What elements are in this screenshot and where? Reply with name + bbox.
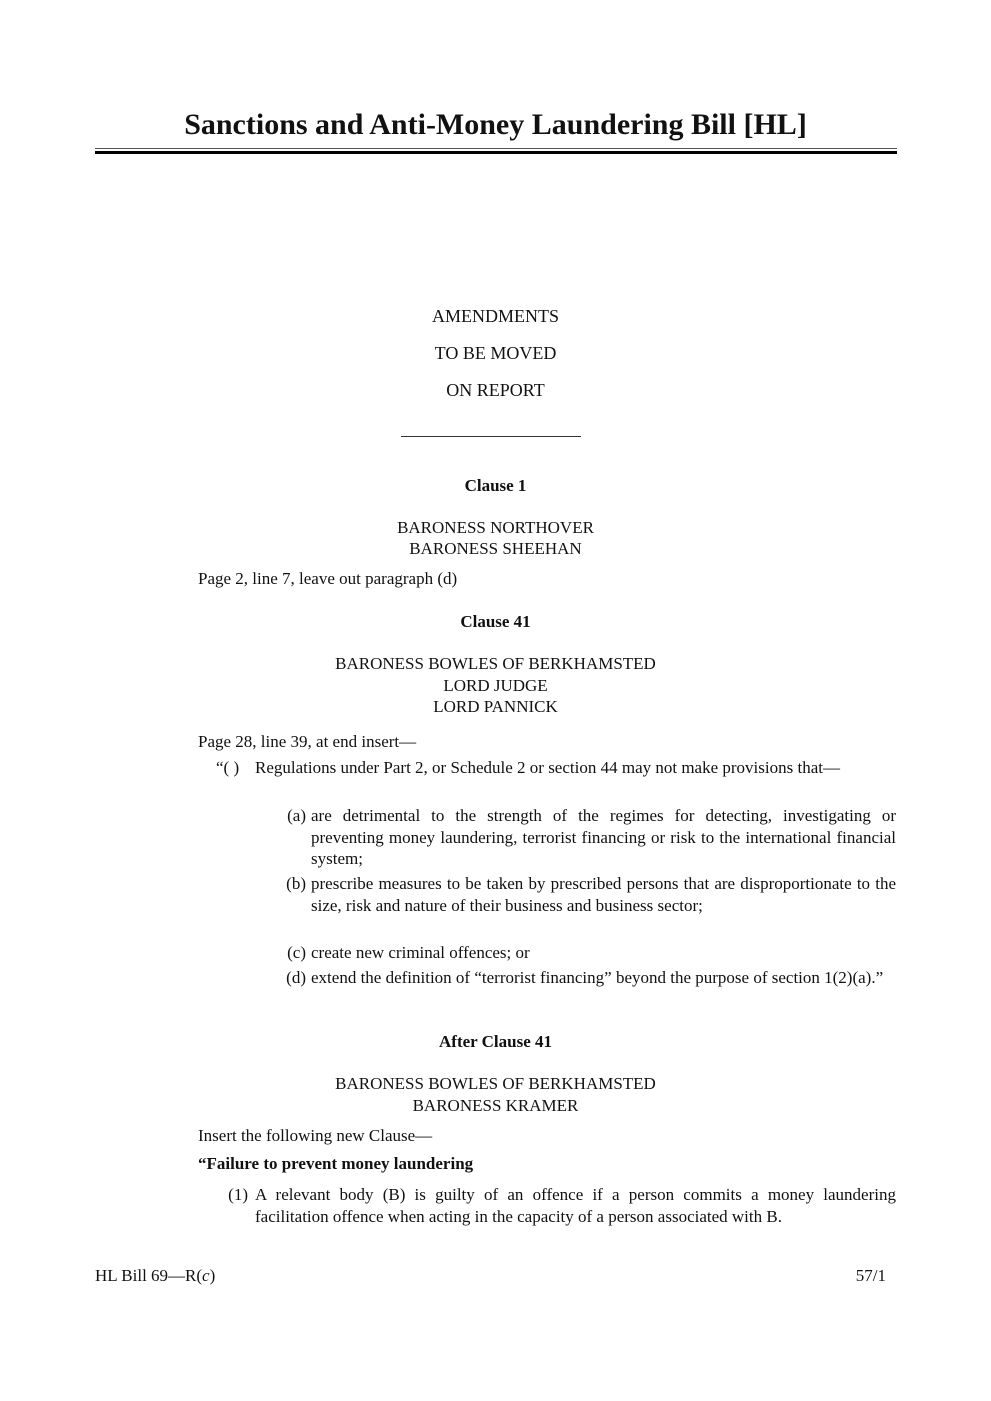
- divider: [401, 436, 581, 437]
- heading-to-be-moved: TO BE MOVED: [434, 343, 557, 363]
- page-number: 57/1: [855, 1266, 886, 1285]
- amendment-instruction: Insert the following new Clause—: [198, 1126, 433, 1145]
- item-text: extend the definition of “terrorist financing” beyond the purpose of section 1(2)(a).”: [311, 968, 884, 987]
- subsection-text: A relevant body (B) is guilty of an offence if a person commits a money laundering facilitation offence when acting in the capacity of a person associated with B.: [255, 1185, 896, 1226]
- title-rule-thin: [95, 148, 897, 149]
- amendment-instruction: Page 2, line 7, leave out paragraph (d): [198, 569, 458, 588]
- bill-reference-text: HL Bill 69—R(: [95, 1266, 203, 1285]
- clause-heading: After Clause 41: [439, 1032, 552, 1051]
- title-rule-thick: [95, 151, 897, 154]
- document-title: Sanctions and Anti-Money Laundering Bill [HL]: [184, 108, 807, 141]
- bill-reference: [95, 1266, 215, 1286]
- item-text: create new criminal offences; or: [311, 943, 530, 962]
- item-text: are detrimental to the strength of the regimes for detecting, investigating or preventing money laundering, terrorist financing or risk to the international financial system;: [311, 806, 896, 868]
- amendment-instruction: Page 28, line 39, at end insert—: [198, 732, 417, 751]
- bill-reference-close: ): [209, 1266, 216, 1285]
- bill-reference-italic: c: [202, 1266, 210, 1285]
- clause-heading: Clause 41: [460, 612, 531, 631]
- heading-amendments: AMENDMENTS: [431, 306, 559, 326]
- new-clause-title: “Failure to prevent money laundering: [198, 1154, 474, 1173]
- heading-on-report: ON REPORT: [446, 380, 545, 400]
- paragraph-label: “( ): [216, 758, 240, 777]
- item-label: (b): [286, 874, 306, 893]
- member-name: BARONESS BOWLES OF BERKHAMSTED: [335, 654, 656, 673]
- item-text: prescribe measures to be taken by prescribed persons that are disproportionate to the size, risk and nature of their business and business sector;: [311, 874, 896, 915]
- member-name: BARONESS BOWLES OF BERKHAMSTED: [335, 1074, 656, 1093]
- member-name: LORD PANNICK: [433, 697, 558, 716]
- member-name: BARONESS SHEEHAN: [409, 539, 582, 558]
- member-name: BARONESS NORTHOVER: [397, 518, 594, 537]
- paragraph-text: Regulations under Part 2, or Schedule 2 or section 44 may not make provisions that—: [255, 758, 840, 777]
- subsection-label: (1): [228, 1185, 248, 1204]
- item-label: (c): [287, 943, 306, 962]
- member-name: BARONESS KRAMER: [412, 1096, 579, 1115]
- clause-heading: Clause 1: [464, 476, 527, 495]
- member-name: LORD JUDGE: [443, 676, 548, 695]
- item-label: (d): [286, 968, 306, 987]
- item-label: (a): [287, 806, 306, 825]
